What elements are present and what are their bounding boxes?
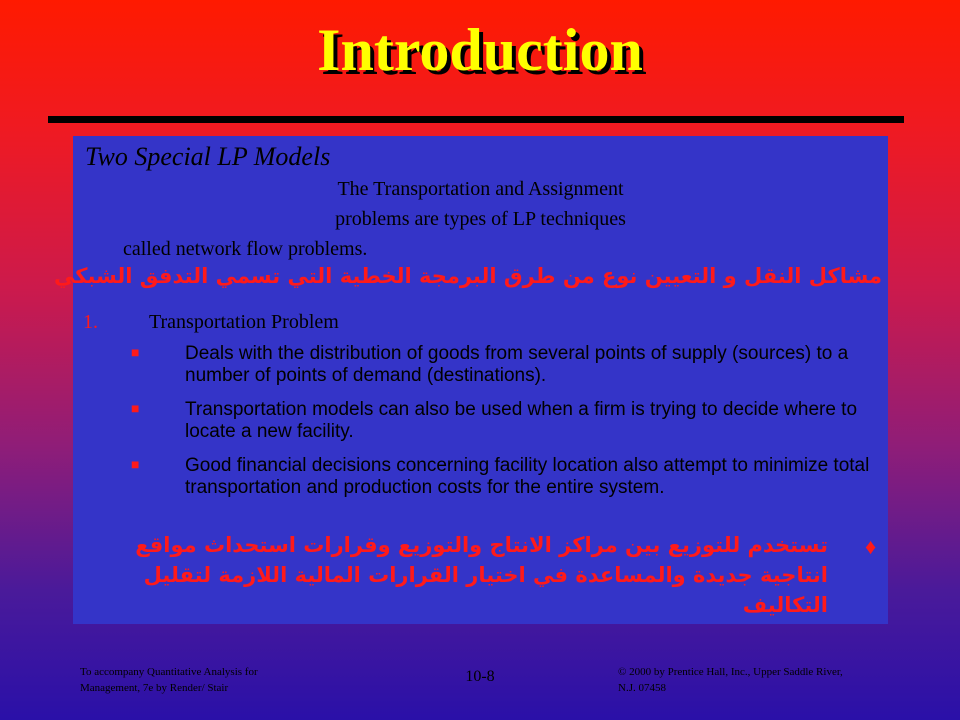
diamond-bullet-icon: ♦ (865, 534, 877, 559)
subtitle: Two Special LP Models (85, 142, 331, 171)
title-divider (48, 116, 904, 123)
slide-number: 10-8 (465, 668, 495, 685)
bullet-text-3: Good financial decisions concerning facility location also attempt to minimize total transportation and production costs for the entire system. (185, 455, 870, 498)
arabic-paragraph: تستخدم للتوزيع بين مراكز الانتاج والتوزيع وقرارات استحداث مواقع انتاجية جديدة والمساعدة في اختيار القرارات المالية اللازمة لتقليل التكاليف (135, 533, 828, 617)
content-panel (54, 136, 888, 624)
square-bullet-icon: ■ (131, 458, 140, 473)
slide-title: Introduction (317, 17, 643, 83)
footer-right (618, 664, 843, 696)
square-bullet-icon: ■ (131, 346, 140, 361)
footer-right-line-1: © 2000 by Prentice Hall, Inc., Upper Saddle River, (618, 666, 843, 678)
list-label: Transportation Problem (149, 311, 339, 333)
intro-line-1: The Transportation and Assignment (337, 178, 624, 200)
intro-line-3: called network flow problems. (123, 238, 368, 260)
footer-left-line-2: Management, 7e by Render/ Stair (80, 682, 229, 694)
bullet-text-2: Transportation models can also be used when a firm is trying to decide where to locate a new facility. (185, 399, 858, 442)
footer-right-line-2: N.J. 07458 (618, 682, 666, 694)
intro-line-2: problems are types of LP techniques (335, 208, 626, 230)
arabic-summary-line: مشاكل النقل و التعيين نوع من طرق البرمجة الخطية التي تسمي التدفق الشبكي (54, 264, 882, 288)
square-bullet-icon: ■ (131, 402, 140, 417)
footer-left-line-1: To accompany Quantitative Analysis for (80, 666, 258, 678)
bullet-text-1: Deals with the distribution of goods from several points of supply (sources) to a number of points of demand (destinations). (185, 343, 849, 386)
list-number: 1. (83, 311, 98, 333)
